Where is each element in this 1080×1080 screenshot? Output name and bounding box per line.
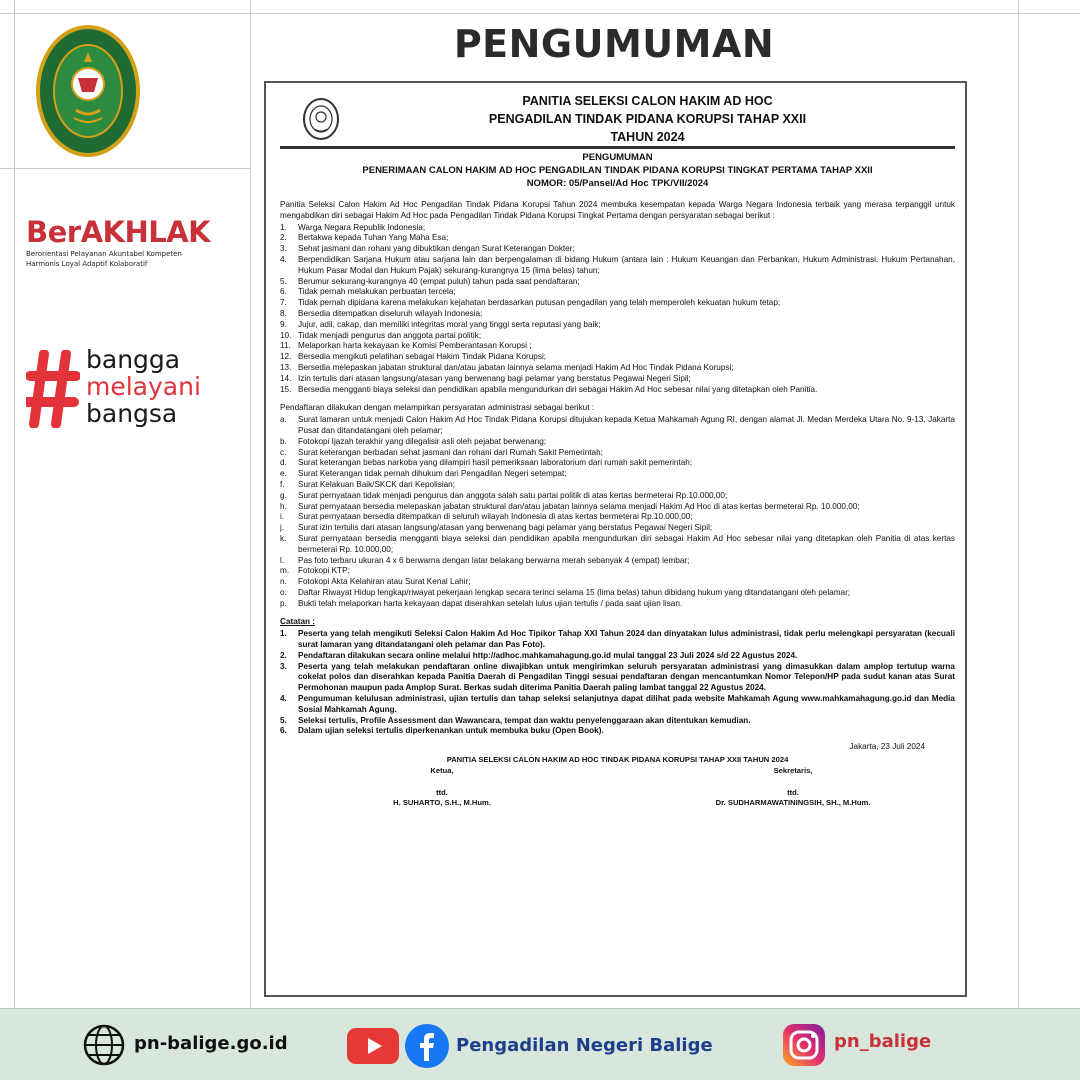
- list-item: [280, 480, 955, 491]
- list-item-number: 12.: [280, 352, 292, 362]
- list-item-text: Bersedia ditempatkan diseluruh wilayah Indonesia;: [298, 308, 483, 318]
- list-item: [280, 331, 955, 342]
- announcement-subject: PENERIMAAN CALON HAKIM AD HOC PENGADILAN TINDAK PIDANA KORUPSI TINGKAT PERTAMA TAHAP XXII: [362, 165, 873, 176]
- list-item-number: 3.: [280, 244, 287, 254]
- notes-list: [280, 629, 955, 737]
- list-item-text: Warga Negara Republik Indonesia;: [298, 222, 426, 232]
- list-item-text: Jujur, adil, cakap, dan memiliki integritas moral yang tinggi serta reputasi yang baik;: [298, 319, 601, 329]
- document-header: [280, 91, 955, 149]
- instagram-link[interactable]: pn_balige: [834, 1031, 932, 1052]
- list-item-number: 1.: [280, 222, 287, 232]
- list-item-number: c.: [280, 447, 287, 457]
- list-item-number: 2.: [280, 233, 287, 243]
- list-item-text: Bersedia melepaskan jabatan struktural dan/atau jabatan lainnya selama menjadi Hakim Ad Hoc Tindak Pidana Korupsi;: [298, 362, 734, 372]
- signature-block: [280, 766, 955, 809]
- list-item-text: Fotokopi Ijazah terakhir yang dilegalisir asli oleh pejabat berwenang;: [298, 436, 547, 446]
- list-item-text: Melaporkan harta kekayaan ke Komisi Pemberantasan Korupsi ;: [298, 341, 532, 351]
- sign-date: Jakarta, 23 Juli 2024: [849, 742, 925, 752]
- list-item-text: Surat pernyataan bersedia melepaskan jabatan struktural dan/atau jabatan lainnya selama menjadi Hakim Ad Hoc di atas kertas bermeterai Rp. 10.000,00;: [298, 501, 860, 511]
- list-item-text: Bersedia mengganti biaya seleksi dan pendidikan apabila mengundurkan diri sebagai Hakim Ad Hoc sebesar nilai yang ditetapkan oleh Panitia.: [298, 384, 818, 394]
- list-item: [280, 556, 955, 567]
- list-item-text: Surat Kelakuan Baik/SKCK dari Kepolisian;: [298, 479, 456, 489]
- list-item-text: Seleksi tertulis, Profile Assessment dan Wawancara, tempat dan waktu penyelenggaraan akan ditentukan kemudian.: [298, 715, 751, 725]
- list-item-text: Tidak pernah melakukan perbuatan tercela;: [298, 287, 456, 297]
- list-item-number: 3.: [280, 661, 287, 671]
- list-item: [280, 469, 955, 480]
- hashtag-icon: [26, 350, 80, 428]
- announcement-title: PENGUMUMAN: [582, 152, 653, 163]
- list-item: [280, 287, 955, 298]
- list-item-text: Pendaftaran dilakukan secara online melalui http://adhoc.mahkamahagung.go.id mulai tanggal 23 Juli 2024 s/d 22 Agustus 2024.: [298, 650, 798, 660]
- list-item-number: 1.: [280, 629, 287, 639]
- list-item: [280, 577, 955, 588]
- list-item-text: Surat Keterangan tidak pernah dihukum dari Pengadilan Negeri setempat;: [298, 469, 567, 479]
- chairman-role: Ketua,: [430, 765, 454, 775]
- list-item-number: 9.: [280, 319, 287, 329]
- list-item: [280, 363, 955, 374]
- list-item-text: Izin tertulis dari atasan langsung/atasan yang berwenang bagi pelamar yang berstatus Pegawai Negeri Sipil;: [298, 373, 691, 383]
- list-item-number: k.: [280, 533, 287, 543]
- grid-line: [250, 0, 251, 1008]
- grid-line: [0, 168, 250, 169]
- court-logo: [34, 22, 142, 160]
- list-item-number: l.: [280, 555, 285, 565]
- ttd-mark: ttd.: [787, 787, 799, 797]
- list-item: [280, 448, 955, 459]
- admin-intro: Pendaftaran dilakukan dengan melampirkan persyaratan administrasi sebagai berikut :: [280, 403, 595, 413]
- list-item-number: 2.: [280, 650, 287, 660]
- list-item-text: Fotokopi Akta Kelahiran atau Surat Kenal Lahir;: [298, 577, 471, 587]
- list-item-text: Surat pernyataan bersedia ditempatkan di seluruh wilayah Indonesia di atas kertas bermeterai Rp.10.000,00;: [298, 512, 693, 522]
- list-item: [280, 566, 955, 577]
- list-item-text: Peserta yang telah mengikuti Seleksi Calon Hakim Ad Hoc Tipikor Tahap XXI Tahun 2024 dan dinyatakan lulus administrasi, tidak perlu melengkapi persyaratan (kecuali surat lamaran yang ditandatangani oleh pelamar dan Pas Foto).: [298, 629, 955, 650]
- globe-icon: [82, 1023, 126, 1067]
- list-item-text: Surat keterangan berbadan sehat jasmani dan rohani dari Rumah Sakit Pemerintah;: [298, 447, 603, 457]
- list-item: [280, 512, 955, 523]
- facebook-icon[interactable]: [404, 1023, 450, 1069]
- grid-line: [14, 0, 15, 1008]
- list-item: [280, 374, 955, 385]
- list-item-number: 15.: [280, 384, 292, 394]
- list-item-number: f.: [280, 479, 285, 489]
- header-line: PENGADILAN TINDAK PIDANA KORUPSI TAHAP XXII: [488, 112, 807, 126]
- list-item-number: i.: [280, 512, 285, 522]
- list-item-number: e.: [280, 469, 287, 479]
- list-item-number: 4.: [280, 254, 287, 264]
- list-item: [280, 599, 955, 610]
- header-line: TAHUN 2024: [610, 130, 685, 144]
- list-item-text: Surat pernyataan tidak menjadi pengurus dan anggota salah satu partai politik di atas kertas bermeterai Rp.10.000,00;: [298, 490, 728, 500]
- list-item-text: Tidak pernah dipidana karena melakukan kejahatan berdasarkan putusan pengadilan yang telah memperoleh kekuatan hukum tetap;: [298, 298, 781, 308]
- list-item: [280, 437, 955, 448]
- list-item-text: Surat izin tertulis dari atasan langsung/atasan yang berwenang bagi pelamar yang berstatus Pegawai Negeri Sipil;: [298, 523, 713, 533]
- list-item-text: Sehat jasmani dan rohani yang dibuktikan dengan Surat Keterangan Dokter;: [298, 244, 575, 254]
- list-item-number: 7.: [280, 298, 287, 308]
- list-item-text: Surat lamaran untuk menjadi Calon Hakim Ad Hoc Tindak Pidana Korupsi ditujukan kepada Ketua Mahkamah Agung RI, dengan alamat Jl. Medan Merdeka Utara No. 9-13, Jakarta Pusat dan ditandatangani oleh pelamar;: [298, 415, 955, 435]
- ttd-mark: ttd.: [436, 787, 448, 797]
- announcement-number: NOMOR: 05/Pansel/Ad Hoc TPK/VII/2024: [526, 178, 709, 189]
- list-item: [280, 716, 955, 727]
- list-item: [280, 726, 955, 737]
- list-item-number: 5.: [280, 715, 287, 725]
- list-item-number: 11.: [280, 341, 291, 351]
- list-item: [280, 534, 955, 556]
- list-item: [280, 694, 955, 716]
- list-item-number: o.: [280, 587, 287, 597]
- youtube-icon[interactable]: [346, 1027, 400, 1065]
- list-item-number: 13.: [280, 362, 292, 372]
- footer-bar: [0, 1008, 1080, 1080]
- list-item: [280, 662, 955, 694]
- list-item-number: j.: [280, 523, 285, 533]
- list-item-text: Surat pernyataan bersedia mengganti biaya seleksi dan pendidikan apabila mengundurkan diri sebagai Hakim Ad Hoc sebesar nilai yang ditetapkan oleh Panitia di atas kertas bermeterai Rp. 10.000,00;: [298, 533, 955, 554]
- berakhlak-word: BerAKHLAK: [26, 215, 211, 249]
- berakhlak-logo: [26, 215, 236, 269]
- list-item: [280, 415, 955, 437]
- sign-committee-title: PANITIA SELEKSI CALON HAKIM AD HOC TINDAK PIDANA KORUPSI TAHAP XXII TAHUN 2024: [446, 755, 789, 765]
- header-line: PANITIA SELEKSI CALON HAKIM AD HOC: [522, 94, 773, 108]
- list-item: [280, 491, 955, 502]
- notes-title: Catatan :: [280, 617, 316, 627]
- list-item-text: Fotokopi KTP;: [298, 566, 350, 576]
- list-item-number: 6.: [280, 287, 287, 297]
- list-item-number: g.: [280, 490, 287, 500]
- list-item-number: h.: [280, 501, 287, 511]
- list-item-number: 6.: [280, 726, 287, 736]
- list-item: [280, 352, 955, 363]
- list-item-number: 8.: [280, 308, 287, 318]
- signature-left: [280, 766, 604, 809]
- bangga-melayani-bangsa-logo: [26, 346, 226, 436]
- list-item-text: Bersedia mengikuti pelatihan sebagai Hakim Tindak Pidana Korupsi;: [298, 352, 547, 362]
- grid-line: [1018, 0, 1019, 1008]
- list-item-number: 5.: [280, 276, 287, 286]
- list-item-text: Bukti telah melaporkan harta kekayaan dapat diserahkan setelah lulus ujian tertulis / pada saat ujian lisan.: [298, 598, 683, 608]
- list-item: [280, 277, 955, 288]
- list-item: [280, 341, 955, 352]
- list-item-number: 4.: [280, 694, 287, 704]
- list-item-text: Berpendidikan Sarjana Hukum atau sarjana lain dan berpengalaman di bidang Hukum (antara lain : Hukum Keuangan dan Perbankan, Hukum Administrasi, Hukum Pertanahan, Hukum Pasar Modal dan Hukum Pajak) sekurang-kurangnya 15 (lima belas) tahun;: [298, 254, 955, 275]
- list-item-text: Pas foto terbaru ukuran 4 x 6 berwarna dengan latar belakang berwarna merah sebanyak 4 (empat) lembar;: [298, 555, 690, 565]
- list-item-number: 14.: [280, 373, 292, 383]
- list-item: [280, 502, 955, 513]
- list-item-number: p.: [280, 598, 287, 608]
- page-title: PENGUMUMAN: [453, 22, 775, 66]
- admin-requirements-list: [280, 415, 955, 609]
- list-item-text: Surat keterangan bebas narkoba yang dilampiri hasil pemeriksaan laboratorium dari rumah sakit pemerintah;: [298, 458, 693, 468]
- website-link[interactable]: pn-baligе.go.id: [134, 1033, 288, 1054]
- list-item: [280, 223, 955, 234]
- list-item: [280, 385, 955, 396]
- list-item: [280, 255, 955, 277]
- list-item: [280, 458, 955, 469]
- requirements-list: [280, 223, 955, 396]
- list-item: [280, 309, 955, 320]
- list-item-text: Daftar Riwayat Hidup lengkap/riwayat pekerjaan lengkap secara terinci selama 15 (lima belas) tahun dibidang hukum yang ditandatangani oleh pelamar;: [298, 587, 851, 597]
- bangga-word: bangga: [86, 345, 181, 374]
- list-item: [280, 629, 955, 651]
- list-item: [280, 233, 955, 244]
- list-item-text: Peserta yang telah melakukan pendaftaran online diwajibkan untuk mengirimkan seluruh persyaratan administrasi yang dimasukkan dalam amplop tertutup warna cokelat polos dan diserahkan kepada Panitia Daerah di Pengadilan Tinggi sesuai pendaftaran dengan mencantumkan Nomor Telepon/HP pada sudut kanan atas Surat Permohonan maupun pada Amplop Surat. Berkas sudah diterima Panitia Daerah paling lambat tanggal 22 Agustus 2024.: [298, 661, 955, 693]
- signature-right: [631, 766, 955, 809]
- list-item-number: b.: [280, 436, 287, 446]
- list-item-number: n.: [280, 577, 287, 587]
- document-body: [280, 200, 955, 809]
- list-item-number: m.: [280, 566, 290, 576]
- list-item-number: 10.: [280, 330, 292, 340]
- facebook-link[interactable]: Pengadilan Negeri Balige: [456, 1035, 713, 1056]
- list-item: [280, 298, 955, 309]
- secretary-role: Sekretaris,: [773, 765, 813, 775]
- list-item: [280, 651, 955, 662]
- list-item-text: Berumur sekurang-kurangnya 40 (empat puluh) tahun pada saat pendaftaran;: [298, 276, 580, 286]
- melayani-word: melayani: [86, 372, 201, 401]
- list-item-text: Bertakwa kepada Tuhan Yang Maha Esa;: [298, 233, 449, 243]
- berakhlak-sub-line: Harmonis Loyal Adaptif Kolaboratif: [26, 260, 148, 268]
- list-item-number: a.: [280, 415, 287, 425]
- instagram-icon[interactable]: [782, 1023, 826, 1067]
- list-item: [280, 244, 955, 255]
- list-item-number: d.: [280, 458, 287, 468]
- bangsa-word: bangsa: [86, 399, 178, 428]
- list-item-text: Tidak menjadi pengurus dan anggota partai politik;: [298, 330, 482, 340]
- list-item: [280, 588, 955, 599]
- announcement-document: [264, 81, 967, 997]
- list-item-text: Dalam ujian seleksi tertulis diperkenankan untuk membuka buku (Open Book).: [298, 726, 604, 736]
- secretary-name: Dr. SUDHARMAWATININGSIH, SH., M.Hum.: [715, 798, 871, 808]
- grid-line: [0, 13, 1080, 14]
- list-item-text: Pengumuman kelulusan administrasi, ujian tertulis dan tahap seleksi selanjutnya dapat dilihat pada website Mahkamah Agung www.mahkamahagung.go.id dan Media Sosial Mahkamah Agung.: [298, 694, 955, 714]
- mahkamah-agung-seal-icon: [302, 97, 340, 141]
- intro-paragraph: Panitia Seleksi Calon Hakim Ad Hoc Pengadilan Tindak Pidana Korupsi Tahun 2024 membuka kesempatan kepada Warga Negara Indonesia terbaik yang merasa terpanggil untuk mengabdikan diri sebagai Hakim Ad Hoc pada Pengadilan Tindak Pidana Korupsi Tingkat Pertama dengan persyaratan sebagai berikut :: [280, 200, 955, 220]
- list-item: [280, 320, 955, 331]
- chairman-name: H. SUHARTO, S.H., M.Hum.: [393, 798, 491, 808]
- list-item: [280, 523, 955, 534]
- berakhlak-sub-line: Berorientasi Pelayanan Akuntabel Kompeten: [26, 250, 182, 258]
